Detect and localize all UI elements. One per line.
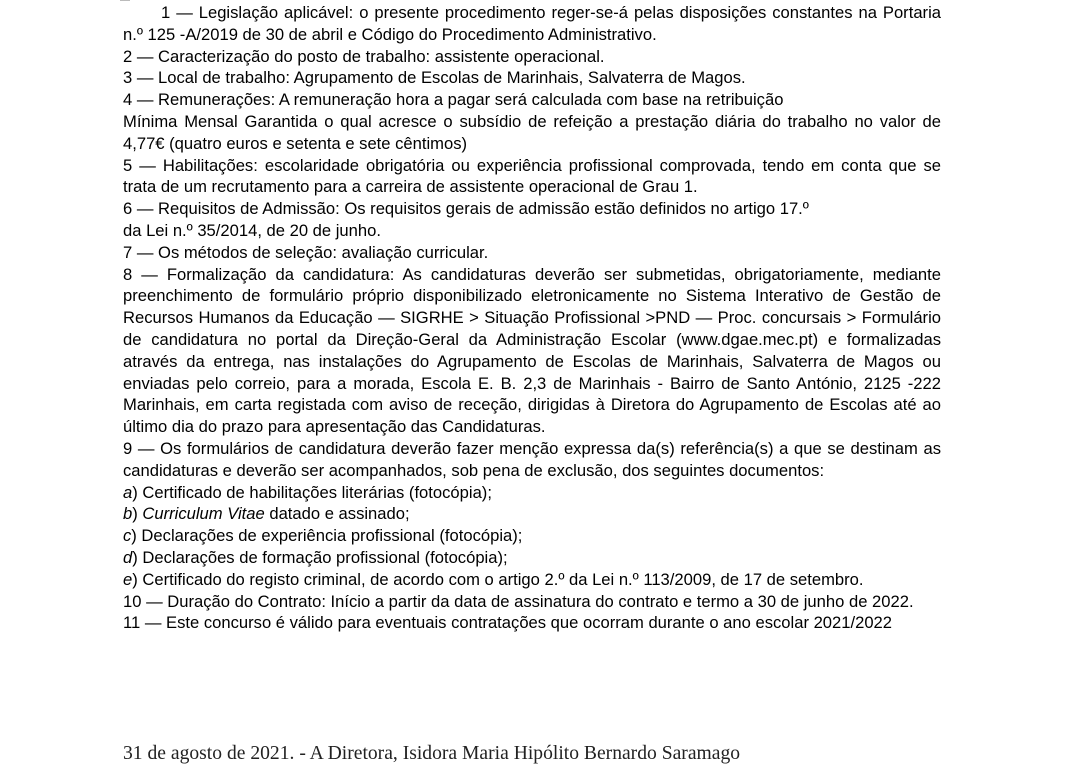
item-letter: b	[123, 504, 133, 524]
clause-9: 9 — Os formulários de candidatura deverão fazer menção expressa da(s) referência(s) a que se destinam as candidaturas e deverão ser acompanhados, sob pena de exclusão, dos seguintes documentos:	[123, 438, 941, 480]
signature-line: 31 de agosto de 2021. - A Diretora, Isidora Maria Hipólito Bernardo Saramago	[123, 743, 741, 764]
document-item-c	[123, 525, 941, 547]
item-letter: e	[123, 569, 133, 589]
item-text: ) Declarações de experiência profissional (fotocópia);	[131, 526, 523, 546]
clause-10: 10 — Duração do Contrato: Início a partir da data de assinatura do contrato e termo a 30 de junho de 2022.	[123, 591, 914, 611]
item-italic-text: Curriculum Vitae	[142, 504, 265, 524]
clause-6-line-1: 6 — Requisitos de Admissão: Os requisitos gerais de admissão estão definidos no artigo 17.º	[123, 199, 809, 219]
item-letter: c	[123, 526, 132, 546]
clause-3: 3 — Local de trabalho: Agrupamento de Escolas de Marinhais, Salvaterra de Magos.	[123, 68, 746, 88]
item-text: ) Certificado do registo criminal, de acordo com o artigo 2.º da Lei n.º 113/2009, de 17 de setembro.	[132, 569, 864, 589]
clause-11: 11 — Este concurso é válido para eventuais contratações que ocorram durante o ano escolar 2021/2022	[123, 613, 893, 633]
document-item-e	[123, 569, 941, 591]
clause-4-line-1: 4 — Remunerações: A remuneração hora a pagar será calculada com base na retribuição	[123, 90, 784, 110]
clause-6-line-2: da Lei n.º 35/2014, de 20 de junho.	[123, 220, 381, 240]
item-letter: a	[123, 482, 133, 502]
document-item-a	[123, 482, 941, 504]
clause-1: 1 — Legislação aplicável: o presente procedimento reger-se-á pelas disposições constantes na Portaria n.º 125 -A/2019 de 30 de abril e Código do Procedimento Administrativo.	[123, 3, 941, 44]
document-item-b	[123, 503, 941, 525]
page-edge-mark	[120, 0, 130, 1]
document-item-d	[123, 547, 941, 569]
item-text: ) Certificado de habilitações literárias (fotocópia);	[132, 482, 492, 502]
item-letter: d	[123, 547, 133, 567]
clause-8: 8 — Formalização da candidatura: As candidaturas deverão ser submetidas, obrigatoriamente, mediante preenchimento de formulário próprio disponibilizado eletronicamente no Sistema Interativo de Gestão de Recursos Humanos da Educação — SIGRHE > Situação Profissional >PND — Proc. concursais > Formulário de candidatura no portal da Direção-Geral da Administração Escolar (www.dgae.mec.pt) e formalizadas através da entrega, nas instalações do Agrupamento de Escolas de Marinhais, Salvaterra de Magos ou enviadas pelo correio, para a morada, Escola E. B. 2,3 de Marinhais - Bairro de Santo António, 2125 -222 Marinhais, em carta registada com aviso de receção, dirigidas à Diretora do Agrupamento de Escolas até ao último dia do prazo para apresentação das Candidaturas.	[123, 264, 941, 437]
item-text: datado e assinado;	[264, 504, 410, 524]
document-body	[123, 2, 941, 634]
item-text: ) Declarações de formação profissional (fotocópia);	[132, 547, 508, 567]
clause-5: 5 — Habilitações: escolaridade obrigatória ou experiência profissional comprovada, tendo em conta que se trata de um recrutamento para a carreira de assistente operacional de Grau 1.	[123, 155, 941, 197]
item-paren: )	[132, 504, 143, 524]
clause-2: 2 — Caracterização do posto de trabalho: assistente operacional.	[123, 46, 605, 66]
clause-4-line-2: Mínima Mensal Garantida o qual acresce o subsídio de refeição a prestação diária do trabalho no valor de 4,77€ (quatro euros e setenta e sete cêntimos)	[123, 111, 941, 153]
clause-7: 7 — Os métodos de seleção: avaliação curricular.	[123, 242, 489, 262]
